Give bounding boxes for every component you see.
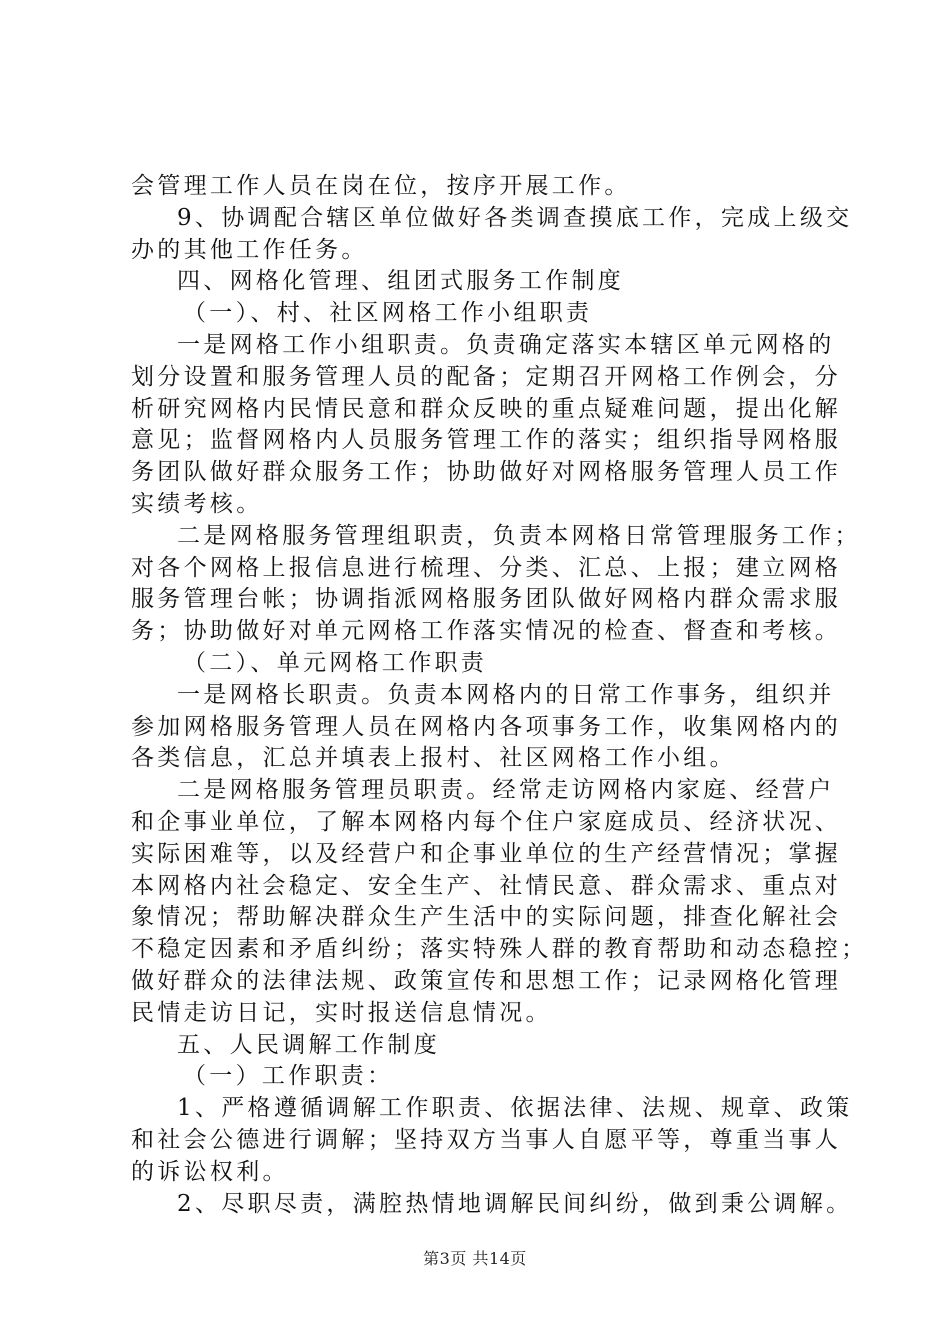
text-line: 1、严格遵循调解工作职责、依据法律、法规、规章、政策 — [177, 1095, 853, 1122]
text-line: 参加网格服务管理人员在网格内各项事务工作，收集网格内的 — [131, 713, 842, 740]
text-line: 2、尽职尽责，满腔热情地调解民间纠纷，做到秉公调解。 — [177, 1190, 853, 1217]
text-line: 服务管理台帐；协调指派网格服务团队做好网格内群众需求服 — [131, 586, 842, 613]
text-line: 9、协调配合辖区单位做好各类调查摸底工作，完成上级交 — [177, 204, 853, 231]
text-line: 会管理工作人员在岗在位，按序开展工作。 — [131, 173, 631, 199]
text-line: 民情走访日记，实时报送信息情况。 — [131, 999, 552, 1026]
section-heading: 五、人民调解工作制度 — [177, 1031, 440, 1058]
text-line: 象情况；帮助解决群众生产生活中的实际问题，排查化解社会 — [131, 904, 842, 931]
text-line: 实际困难等，以及经营户和企事业单位的生产经营情况；掌握 — [131, 840, 842, 867]
text-line: 办的其他工作任务。 — [131, 236, 368, 263]
text-line: 本网格内社会稳定、安全生产、社情民意、群众需求、重点对 — [131, 872, 842, 899]
section-heading: 四、网格化管理、组团式服务工作制度 — [177, 268, 625, 295]
text-line: 对各个网格上报信息进行梳理、分类、汇总、上报；建立网格 — [131, 554, 842, 581]
text-line: 务团队做好群众服务工作；协助做好对网格服务管理人员工作 — [131, 459, 842, 486]
text-line: 析研究网格内民情民意和群众反映的重点疑难问题，提出化解 — [131, 395, 842, 422]
text-line: 一是网格长职责。负责本网格内的日常工作事务，组织并 — [177, 681, 835, 708]
text-line: 和社会公德进行调解；坚持双方当事人自愿平等，尊重当事人 — [131, 1126, 842, 1153]
subsection-heading: （一）工作职责： — [183, 1063, 394, 1090]
text-line: 二是网格服务管理组职责，负责本网格日常管理服务工作； — [177, 522, 861, 549]
text-line: 不稳定因素和矛盾纠纷；落实特殊人群的教育帮助和动态稳控； — [131, 936, 868, 963]
text-line: 和企事业单位，了解本网格内每个住户家庭成员、经济状况、 — [131, 808, 842, 835]
text-line: 划分设置和服务管理人员的配备；定期召开网格工作例会，分 — [131, 363, 842, 390]
text-line: 的诉讼权利。 — [131, 1158, 289, 1185]
text-line: 二是网格服务管理员职责。经常走访网格内家庭、经营户 — [177, 777, 835, 804]
subsection-heading: （一）、村、社区网格工作小组职责 — [183, 300, 593, 327]
subsection-heading: （二）、单元网格工作职责 — [183, 649, 488, 676]
text-line: 一是网格工作小组职责。负责确定落实本辖区单元网格的 — [177, 331, 835, 358]
text-line: 各类信息，汇总并填表上报村、社区网格工作小组。 — [131, 745, 736, 772]
text-line: 实绩考核。 — [131, 490, 263, 517]
text-line: 意见；监督网格内人员服务管理工作的落实；组织指导网格服 — [131, 427, 842, 454]
text-line: 务；协助做好对单元网格工作落实情况的检查、督查和考核。 — [131, 618, 842, 645]
page-number-footer: 第3页 共14页 — [423, 1249, 527, 1268]
text-line: 做好群众的法律法规、政策宣传和思想工作；记录网格化管理 — [131, 967, 842, 994]
document-body — [131, 171, 868, 1220]
